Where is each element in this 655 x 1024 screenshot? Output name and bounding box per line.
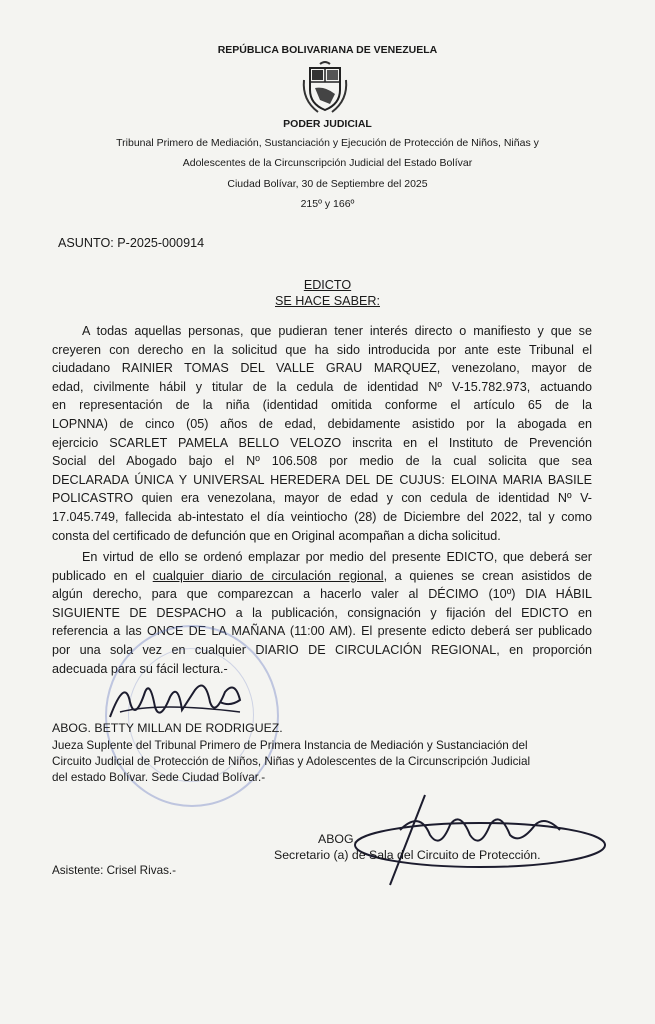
p1-line: creyeren con derecho en la solicitud que ha sido introducida por ante este Tribunal el — [52, 342, 592, 357]
edict-subtitle: SE HACE SABER: — [275, 294, 380, 308]
p2-line: por una sola vez en cualquier DIARIO DE CIRCULACIÓN REGIONAL, en proporción — [52, 642, 592, 657]
judge-title-line: Jueza Suplente del Tribunal Primero de Primera Instancia de Mediación y Sustanciación del — [52, 739, 528, 752]
p2-line: En virtud de ello se ordenó emplazar por medio del presente EDICTO, que deberá ser — [82, 550, 592, 564]
p1-line: DECLARADA ÚNICA Y UNIVERSAL HEREDERA DEL DE CUJUS: ELOINA MARIA BASILE — [52, 472, 592, 487]
p2-underlined-text: cualquier diario de circulación regional — [152, 568, 384, 583]
years: 215º y 166º — [300, 198, 355, 210]
p1-line: 17.045.749, fallecida ab-intestato el día veintiocho (28) de Diciembre del 2022, tal y como — [52, 509, 592, 524]
p1-line: A todas aquellas personas, que pudieran tener interés directo o manifiesto y que se — [82, 324, 592, 338]
p1-line: en representación de la niña (identidad omitida conforme el artículo 65 de la — [52, 398, 592, 413]
p1-line: consta del certificado de defunción que en Original acompañan a dicha solicitud. — [52, 528, 501, 543]
secretary-name: ABOG. — [318, 832, 357, 846]
judge-title-line: del estado Bolívar. Sede Ciudad Bolívar.- — [52, 771, 266, 784]
p2-line: adecuada para su fácil lectura.- — [52, 661, 228, 676]
court-line-1: Tribunal Primero de Mediación, Sustanciación y Ejecución de Protección de Niños, Niñas y — [116, 137, 539, 149]
p1-line: POLICASTRO quien era venezolana, mayor de edad y con cedula de identidad Nº V- — [52, 491, 592, 506]
coat-of-arms-icon — [300, 60, 350, 115]
branch-heading: PODER JUDICIAL — [283, 118, 372, 130]
p1-line: edad, civilmente hábil y titular de la cedula de identidad Nº V-15.782.973, actuando — [52, 379, 592, 394]
country-heading: REPÚBLICA BOLIVARIANA DE VENEZUELA — [217, 44, 438, 56]
court-line-2: Adolescentes de la Circunscripción Judicial del Estado Bolívar — [182, 157, 473, 169]
paragraph-1 — [52, 322, 592, 545]
judge-name: ABOG. BETTY MILLAN DE RODRIGUEZ. — [52, 721, 283, 735]
p2-text: publicado en el — [52, 568, 153, 583]
p1-line: LOPNNA) de cinco (05) años de edad, debidamente asistido por la abogada en — [52, 416, 592, 431]
assistant-name: Asistente: Crisel Rivas.- — [52, 864, 177, 877]
secretary-title: Secretario (a) de Sala del Circuito de Protección. — [274, 848, 541, 862]
p2-line: SIGUIENTE DE DESPACHO a la publicación, consignación y fijación del EDICTO en — [52, 605, 592, 620]
judge-title-line: Circuito Judicial de Protección de Niños, Niñas y Adolescentes de la Circunscripción Judicial — [52, 755, 531, 768]
edict-title: EDICTO — [303, 278, 352, 292]
p2-text: , a quienes se crean asistidos de — [383, 568, 592, 583]
judge-title — [52, 738, 612, 786]
case-number: ASUNTO: P-2025-000914 — [58, 236, 205, 250]
p1-line: ejercicio SCARLET PAMELA BELLO VELOZO inscrita en el Instituto de Prevención — [52, 435, 592, 450]
secretary-signature — [330, 790, 610, 890]
p2-line: referencia a las ONCE DE LA MAÑANA (11:00 AM). El presente edicto deberá ser publicado — [52, 624, 592, 639]
p2-line — [52, 567, 592, 586]
p2-line: algún derecho, para que comparezcan a hacerlo valer al DÉCIMO (10º) DIA HÁBIL — [52, 587, 592, 602]
p1-line: ciudadano RAINIER TOMAS DEL VALLE GRAU MARQUEZ, venezolano, mayor de — [52, 361, 592, 376]
p1-line: Social del Abogado bajo el Nº 106.508 por medio de la cual solicita que sea — [52, 454, 592, 469]
place-date: Ciudad Bolívar, 30 de Septiembre del 2025 — [227, 178, 428, 190]
